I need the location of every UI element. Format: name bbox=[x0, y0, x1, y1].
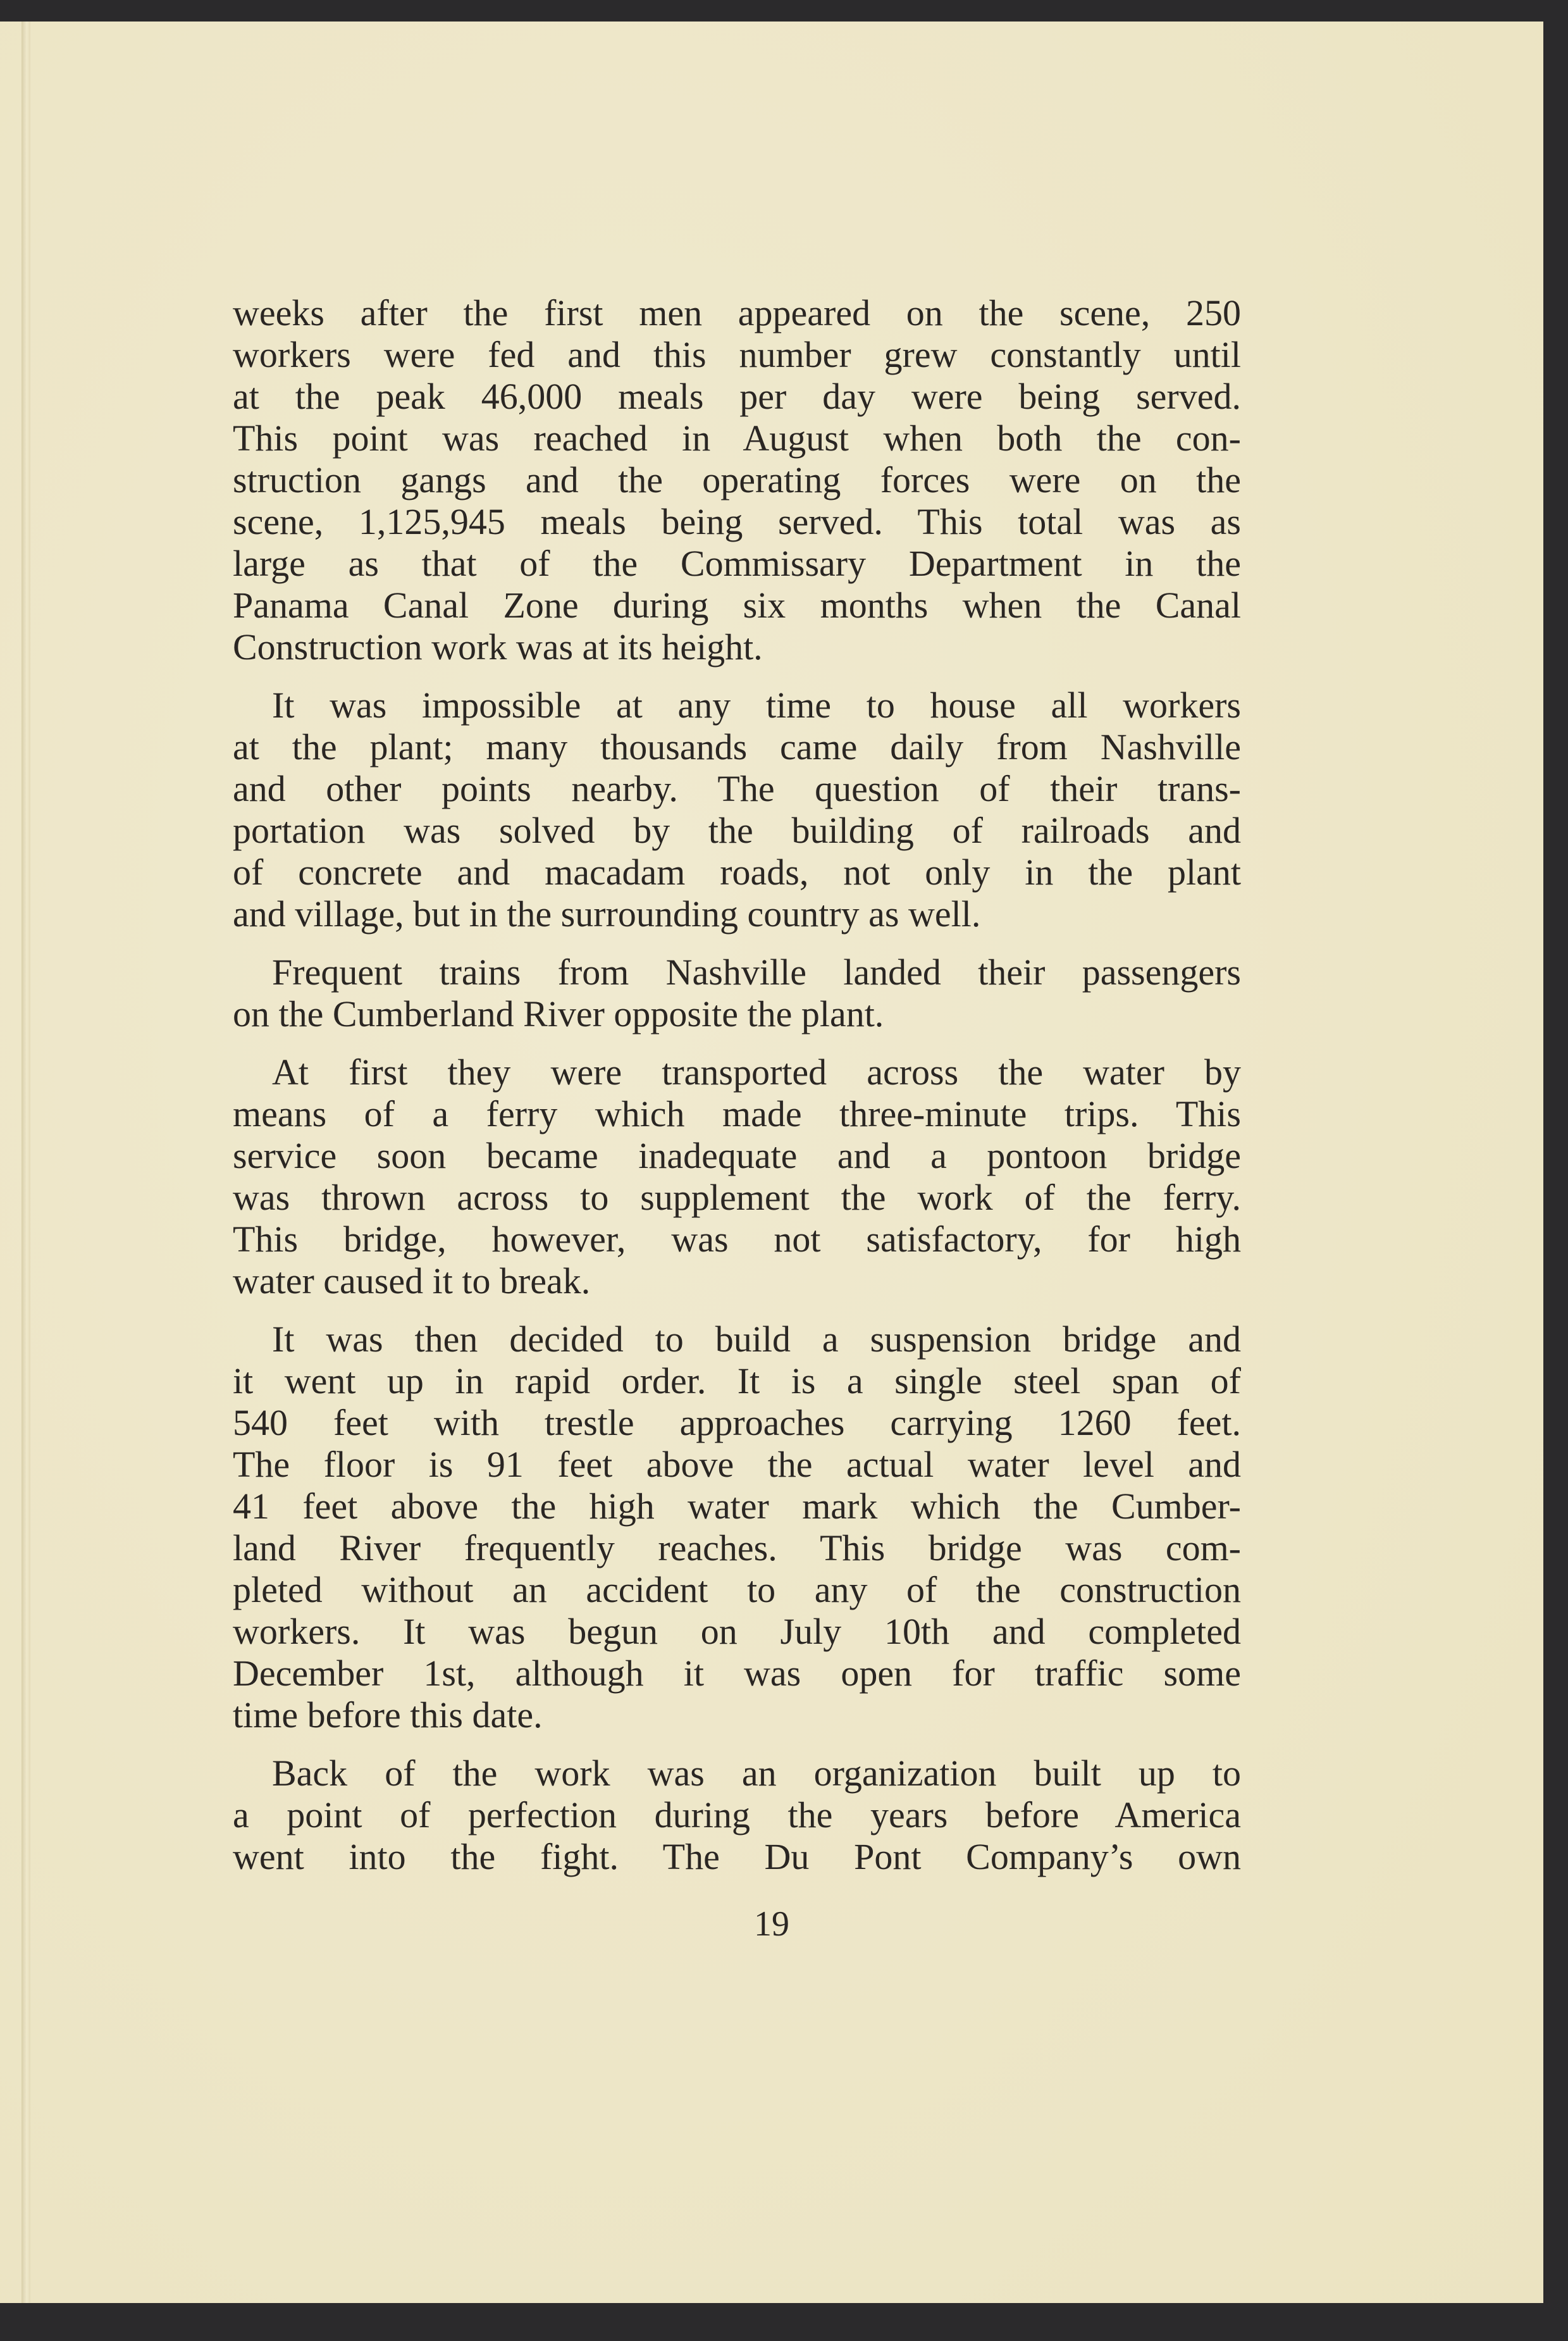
text-line: workers. It was begun on July 10th and completed bbox=[233, 1611, 1241, 1652]
text-line: It was impossible at any time to house all workers bbox=[272, 685, 1241, 726]
text-line: large as that of the Commissary Department in the bbox=[233, 543, 1241, 584]
text-line: This bridge, however, was not satisfactory, for high bbox=[233, 1219, 1241, 1260]
text-line: Frequent trains from Nashville landed their passengers bbox=[272, 952, 1241, 993]
text-line: struction gangs and the operating forces were on the bbox=[233, 459, 1241, 500]
page-number: 19 bbox=[754, 1904, 789, 1944]
text-line: means of a ferry which made three-minute trips. This bbox=[233, 1093, 1241, 1134]
paragraph bbox=[233, 1753, 1241, 1878]
text-line: At first they were transported across the water by bbox=[272, 1052, 1241, 1093]
text-line: went into the fight. The Du Pont Company’s own bbox=[233, 1836, 1241, 1877]
paragraph bbox=[233, 1319, 1241, 1736]
text-line: and other points nearby. The question of their trans- bbox=[233, 768, 1241, 809]
text-line: it went up in rapid order. It is a single steel span of bbox=[233, 1360, 1241, 1401]
text-line: Back of the work was an organization built up to bbox=[272, 1753, 1241, 1794]
text-line: water caused it to break. bbox=[233, 1260, 591, 1301]
text-line: time before this date. bbox=[233, 1694, 543, 1736]
text-line: This point was reached in August when both the con- bbox=[233, 418, 1241, 459]
text-line: portation was solved by the building of railroads and bbox=[233, 810, 1241, 851]
text-line: service soon became inadequate and a pontoon bridge bbox=[233, 1135, 1241, 1176]
text-line: It was then decided to build a suspension bridge and bbox=[272, 1319, 1241, 1360]
text-line: 540 feet with trestle approaches carrying 1260 feet. bbox=[233, 1402, 1241, 1443]
text-line: Construction work was at its height. bbox=[233, 626, 763, 668]
text-line: workers were fed and this number grew constantly until bbox=[233, 334, 1241, 375]
text-line: 41 feet above the high water mark which the Cumber- bbox=[233, 1486, 1241, 1527]
text-line: land River frequently reaches. This bridge was com- bbox=[233, 1527, 1241, 1568]
body-text bbox=[233, 292, 1241, 1894]
text-line: was thrown across to supplement the work of the ferry. bbox=[233, 1177, 1241, 1218]
text-line: of concrete and macadam roads, not only in the plant bbox=[233, 852, 1241, 893]
text-line: a point of perfection during the years before America bbox=[233, 1794, 1241, 1835]
paragraph bbox=[233, 685, 1241, 935]
text-line: scene, 1,125,945 meals being served. This total was as bbox=[233, 501, 1241, 542]
text-line: on the Cumberland River opposite the plant. bbox=[233, 993, 884, 1034]
book-page bbox=[0, 22, 1543, 2303]
text-line: weeks after the first men appeared on the scene, 250 bbox=[233, 292, 1241, 333]
text-line: at the plant; many thousands came daily from Nashville bbox=[233, 726, 1241, 767]
text-line: at the peak 46,000 meals per day were being served. bbox=[233, 376, 1241, 417]
paragraph bbox=[233, 952, 1241, 1035]
text-line: pleted without an accident to any of the construction bbox=[233, 1569, 1241, 1610]
page-fold bbox=[22, 22, 30, 2303]
text-line: The floor is 91 feet above the actual water level and bbox=[233, 1444, 1241, 1485]
text-line: Panama Canal Zone during six months when the Canal bbox=[233, 585, 1241, 626]
text-line: December 1st, although it was open for traffic some bbox=[233, 1653, 1241, 1694]
paragraph bbox=[233, 292, 1241, 668]
text-line: and village, but in the surrounding country as well. bbox=[233, 893, 981, 935]
paragraph bbox=[233, 1052, 1241, 1302]
